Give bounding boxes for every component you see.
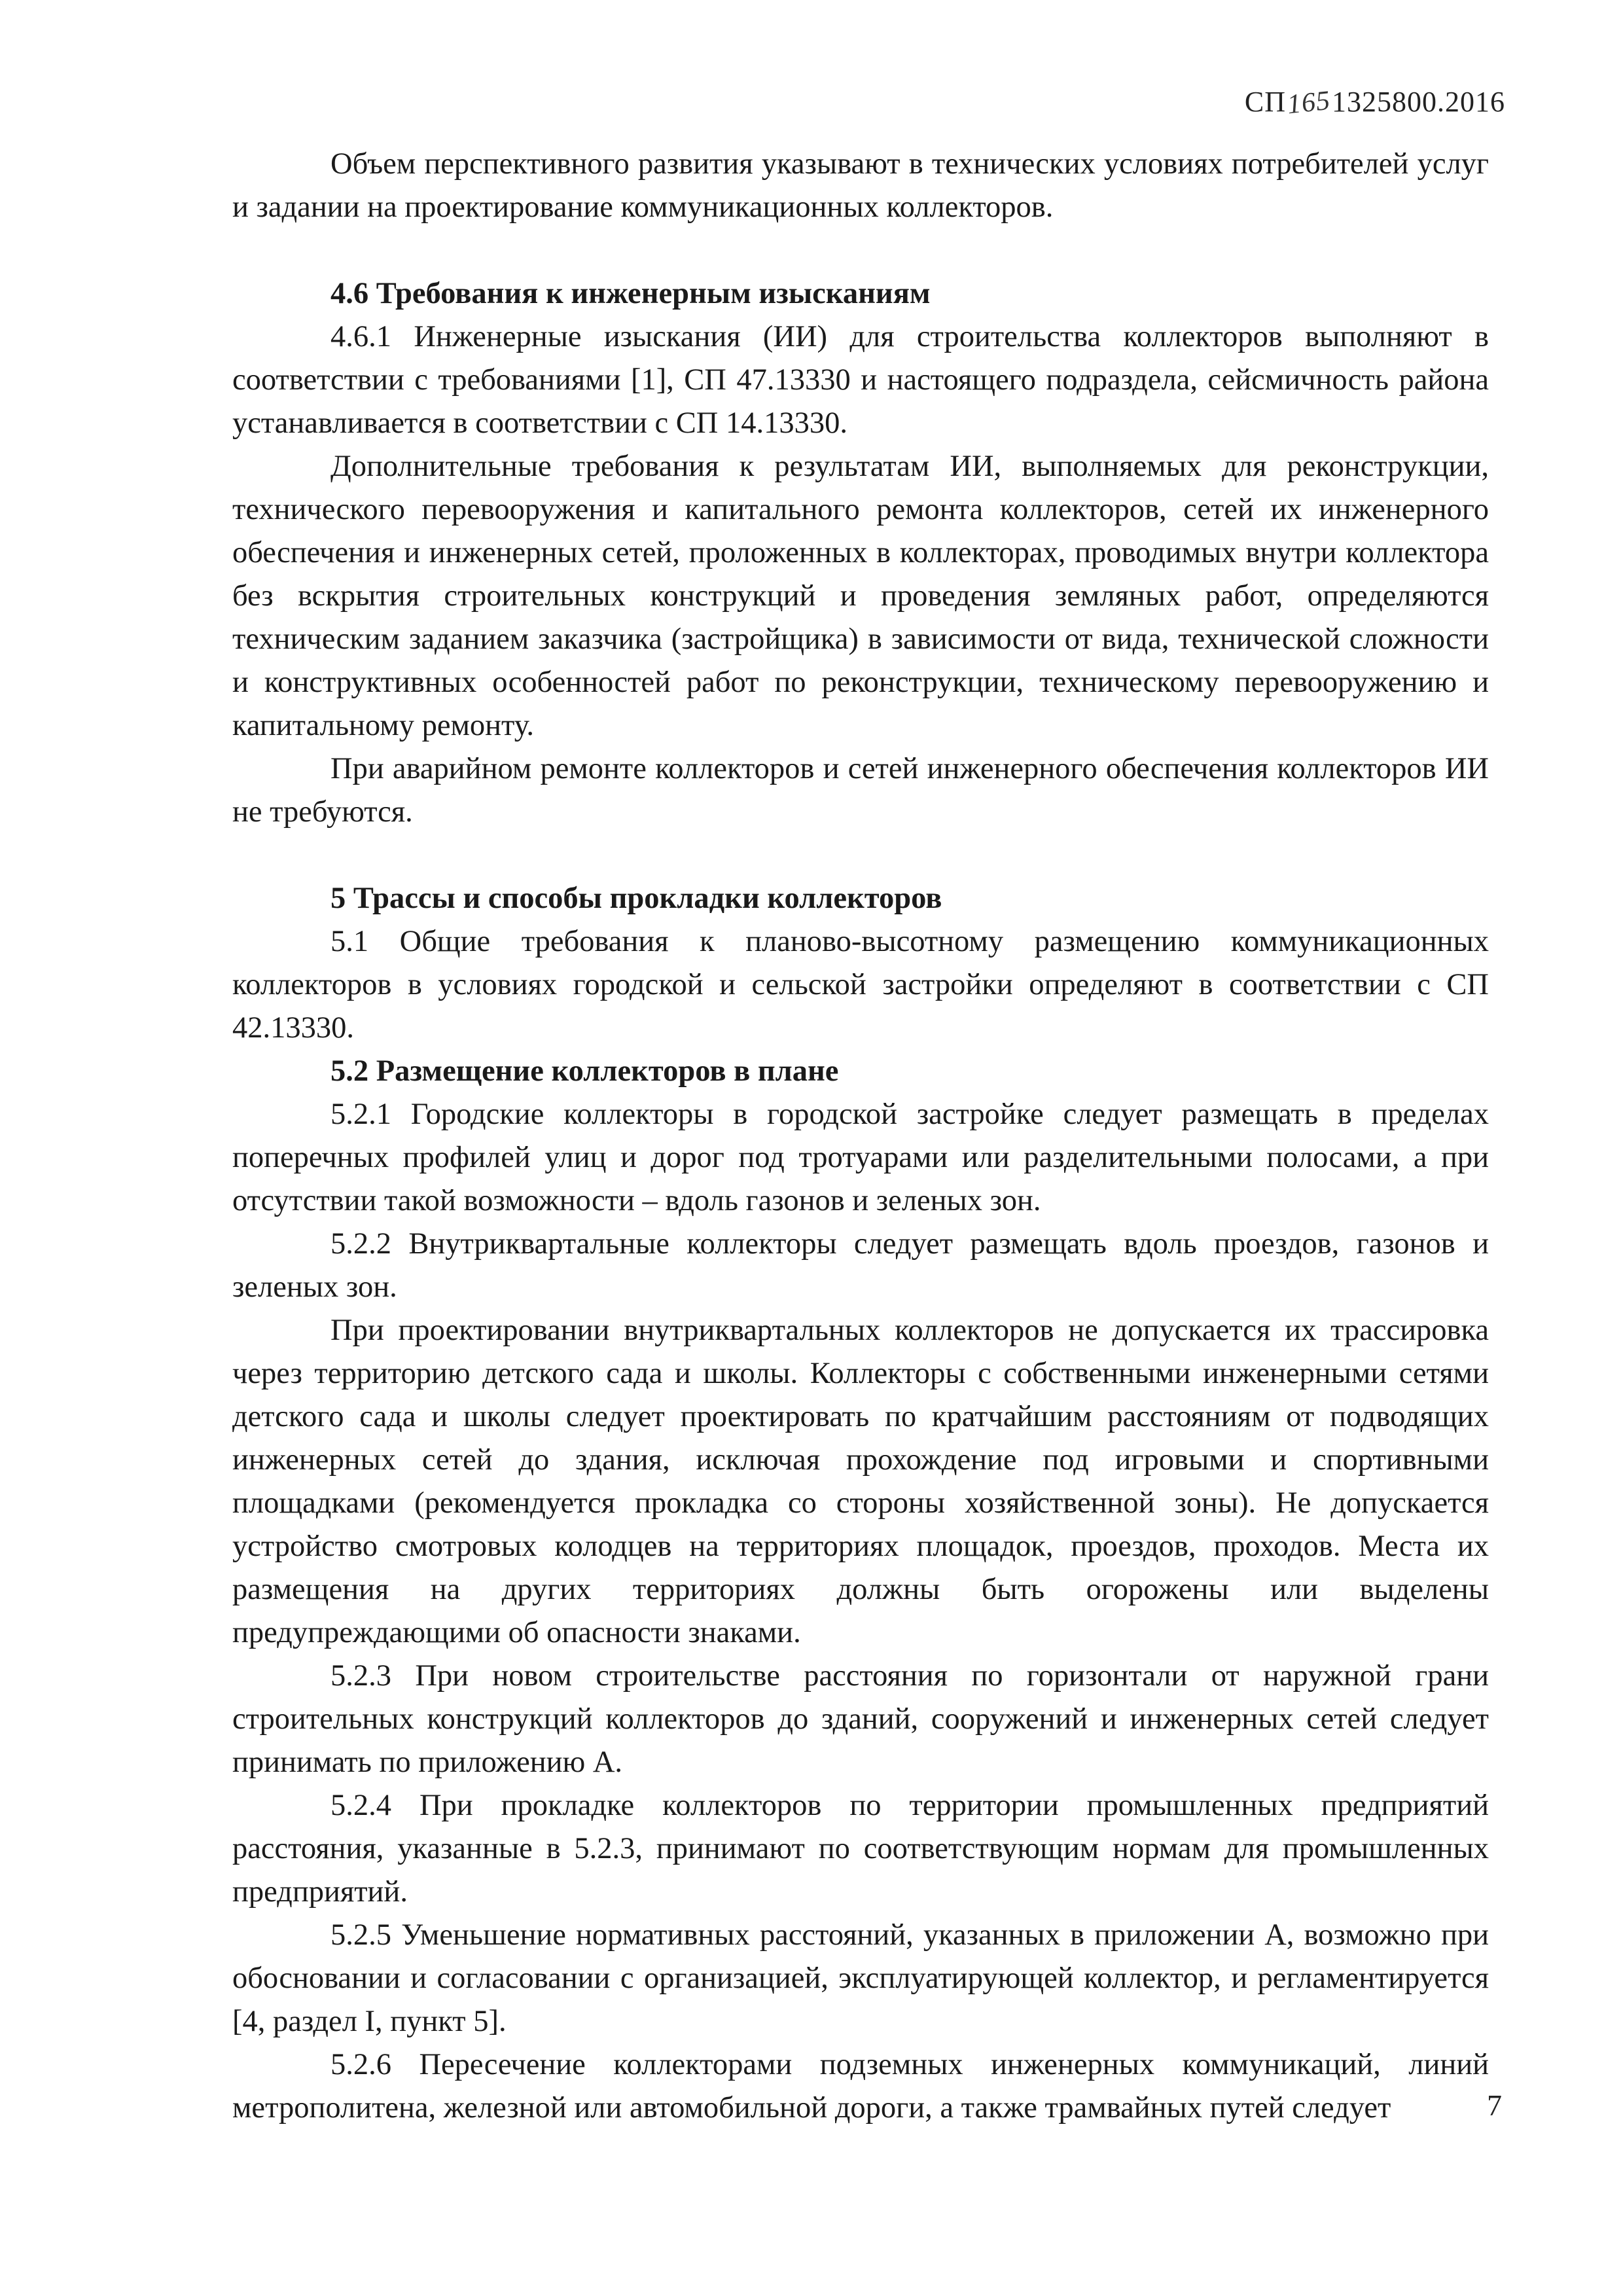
paragraph-5-2-2: 5.2.2 Внутриквартальные коллекторы следует размещать вдоль проездов, газонов и зеленых зон. xyxy=(232,1227,1489,1304)
paragraph-5-2-4: 5.2.4 При прокладке коллекторов по территории промышленных предприятий расстояния, указанные в 5.2.3, принимают по соответствующим нормам для промышленных предприятий. xyxy=(232,1789,1489,1909)
heading-5: 5 Трассы и способы прокладки коллекторов xyxy=(330,882,942,915)
document-code-prefix: СП xyxy=(1244,86,1286,118)
paragraph-emergency-repair: При аварийном ремонте коллекторов и сетей инженерного обеспечения коллекторов ИИ не требуются. xyxy=(232,752,1489,829)
paragraph-5-2-3: 5.2.3 При новом строительстве расстояния по горизонтали от наружной грани строительных конструкций коллекторов до зданий, сооружений и инженерных сетей следует принимать по приложению А. xyxy=(232,1659,1489,1779)
page-number: 7 xyxy=(1487,2089,1502,2122)
handwritten-mark: 165 xyxy=(1285,85,1332,120)
paragraph-5-2-6: 5.2.6 Пересечение коллекторами подземных инженерных коммуникаций, линий метрополитена, железной или автомобильной дороги, а также трамвайных путей следует xyxy=(232,2048,1489,2125)
paragraph-additional-requirements: Дополнительные требования к результатам ИИ, выполняемых для реконструкции, технического перевооружения и капитального ремонта коллекторов, сетей их инженерного обеспечения и инженерных сетей, проложенных в коллекторах, проводимых внутри коллектора без вскрытия строительных конструкций и проведения земляных работ, определяются техническим заданием заказчика (застройщика) в зависимости от вида, технической сложности и конструктивных особенностей работ по реконструкции, техническому перевооружению и капитальному ремонту. xyxy=(232,450,1489,742)
spacer xyxy=(232,834,1489,877)
spacer xyxy=(232,229,1489,272)
paragraph-5-2-5: 5.2.5 Уменьшение нормативных расстояний, указанных в приложении А, возможно при обосновании и согласовании с организацией, эксплуатирующей коллектор, и регламентируется [4, раздел I, пункт 5]. xyxy=(232,1918,1489,2038)
paragraph-development-volume: Объем перспективного развития указывают в технических условиях потребителей услуг и задании на проектирование коммуникационных коллекторов. xyxy=(232,147,1489,224)
document-code-number: 1325800.2016 xyxy=(1332,86,1505,118)
document-body xyxy=(232,143,1489,2130)
document-code xyxy=(1245,85,1505,118)
paragraph-5-2-1: 5.2.1 Городские коллекторы в городской застройке следует размещать в пределах поперечных профилей улиц и дорог под тротуарами или разделительными полосами, а при отсутствии такой возможности – вдоль газонов и зеленых зон. xyxy=(232,1098,1489,1217)
heading-4-6: 4.6 Требования к инженерным изысканиям xyxy=(330,277,931,310)
paragraph-5-2-2-design: При проектировании внутриквартальных коллекторов не допускается их трассировка через территорию детского сада и школы. Коллекторы с собственными инженерными сетями детского сада и школы следует проектировать по кратчайшим расстояниям от подводящих инженерных сетей до здания, исключая прохождение под игровыми и спортивными площадками (рекомендуется прокладка со стороны хозяйственной зоны). Не допускается устройство смотровых колодцев на территориях площадок, проездов, проходов. Места их размещения на других территориях должны быть огорожены или выделены предупреждающими об опасности знаками. xyxy=(232,1314,1489,1649)
paragraph-4-6-1: 4.6.1 Инженерные изыскания (ИИ) для строительства коллекторов выполняют в соответствии с требованиями [1], СП 47.13330 и настоящего подраздела, сейсмичность района устанавливается в соответствии с СП 14.13330. xyxy=(232,320,1489,440)
paragraph-5-1: 5.1 Общие требования к планово-высотному размещению коммуникационных коллекторов в условиях городской и сельской застройки определяют в соответствии с СП 42.13330. xyxy=(232,925,1489,1045)
heading-5-2: 5.2 Размещение коллекторов в плане xyxy=(330,1054,839,1088)
